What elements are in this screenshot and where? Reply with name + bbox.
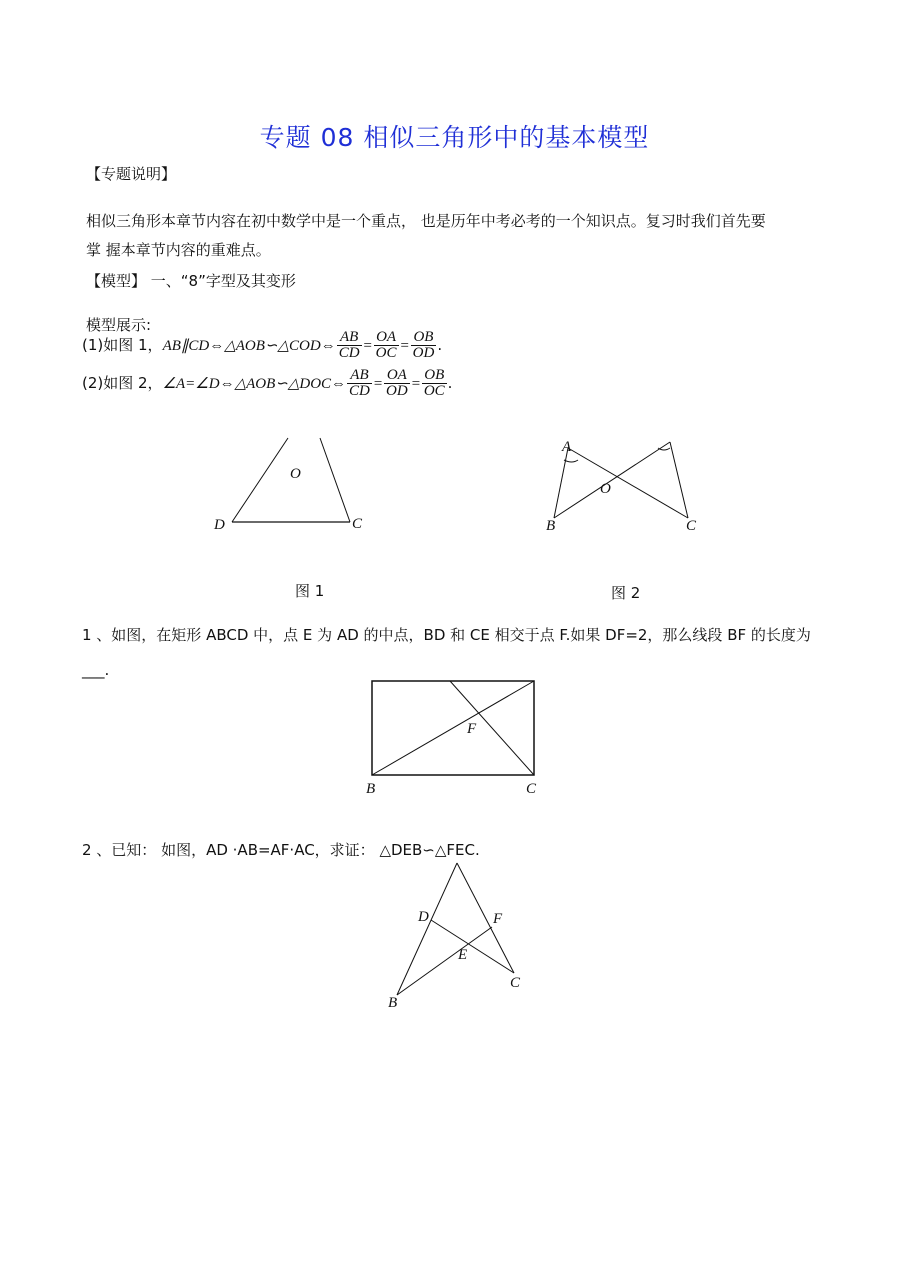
q2-line-dc: [431, 920, 514, 973]
item2-condition: ∠A=∠D⇔△AOB∽△DOC⇔: [162, 376, 347, 392]
figure-2-caption: 图 2: [611, 584, 641, 602]
fig1-label-c: C: [352, 516, 363, 532]
q1-line-ce: [450, 681, 534, 775]
fig2-line-dc: [670, 442, 688, 518]
model-item-2: [82, 368, 452, 399]
fig2-label-b: B: [546, 518, 556, 534]
item1-fraction: $\frac{AB}{CD}$: [338, 329, 360, 361]
model-show-label: 模型展示:: [86, 316, 152, 334]
item1-fraction: $\frac{OA}{OC}$: [375, 329, 397, 361]
q2-label-d: D: [418, 909, 429, 925]
q2-line-bf: [397, 927, 492, 995]
model-item-1: [82, 330, 442, 361]
intro-line-1: 相似三角形本章节内容在初中数学中是一个重点， 也是历年中考必考的一个知识点。复习时我们首先要: [86, 212, 766, 230]
fig1-label-o: O: [290, 466, 301, 482]
fig1-line-oc: [320, 438, 350, 522]
item2-fraction: $\frac{OB}{OC}$: [423, 367, 445, 399]
item1-condition: AB∥CD⇔△AOB∽△COD⇔: [162, 338, 336, 354]
period: .: [437, 336, 443, 354]
fig2-label-a: A: [562, 439, 572, 455]
question-1-text: 1 、如图，在矩形 ABCD 中，点 E 为 AD 的中点，BD 和 CE 相交于点 F.如果 DF=2，那么线段 BF 的长度为: [82, 626, 811, 644]
fig1-line-od: [232, 438, 288, 522]
q2-label-c: C: [510, 975, 521, 991]
question-1-rectangle-figure: [360, 670, 550, 800]
equals-sign: =: [410, 376, 421, 392]
q2-label-b: B: [388, 995, 398, 1011]
figure-1-triangle: [200, 430, 380, 540]
fig2-angle-a-arc: [564, 460, 578, 462]
q1-label-c: C: [526, 781, 537, 797]
q2-label-e: E: [458, 947, 468, 963]
q2-label-f: F: [493, 911, 503, 927]
q1-label-b: B: [366, 781, 376, 797]
equals-sign: =: [362, 338, 373, 354]
question-2-text: 2 、已知： 如图，AD ·AB=AF·AC，求证： △DEB∽△FEC.: [82, 841, 480, 859]
section-header: 【专题说明】: [86, 165, 177, 183]
equals-sign: =: [372, 376, 384, 392]
item2-fraction: $\frac{OA}{OD}$: [386, 367, 408, 399]
question-1-blank: ___.: [82, 661, 110, 679]
item2-prefix: (2)如图 2，: [82, 374, 163, 392]
fig1-label-d: D: [214, 517, 225, 533]
equals-sign: =: [399, 338, 410, 354]
item1-fraction: $\frac{OB}{OD}$: [412, 329, 435, 361]
fig2-label-c: C: [686, 518, 697, 534]
figure-2-bowtie: [540, 430, 710, 540]
figure-1-caption: 图 1: [295, 582, 325, 600]
q1-label-f: F: [467, 721, 477, 737]
period: .: [447, 374, 453, 392]
page-title: 专题 08 相似三角形中的基本模型: [259, 123, 650, 152]
question-2-triangle-figure: [380, 855, 530, 1015]
q2-side-ab: [397, 863, 457, 995]
fig2-line-ac: [568, 448, 688, 518]
fig2-label-o: O: [600, 481, 611, 497]
fig2-line-bd: [554, 442, 670, 518]
intro-line-2: 掌 握本章节内容的重难点。: [86, 241, 271, 259]
q1-diagonal-bd: [372, 681, 534, 775]
fig2-line-ab: [554, 448, 568, 518]
model-header: 【模型】 一、“8”字型及其变形: [86, 272, 296, 290]
item2-fraction: $\frac{AB}{CD}$: [349, 367, 370, 399]
item1-prefix: (1)如图 1，: [82, 336, 163, 354]
